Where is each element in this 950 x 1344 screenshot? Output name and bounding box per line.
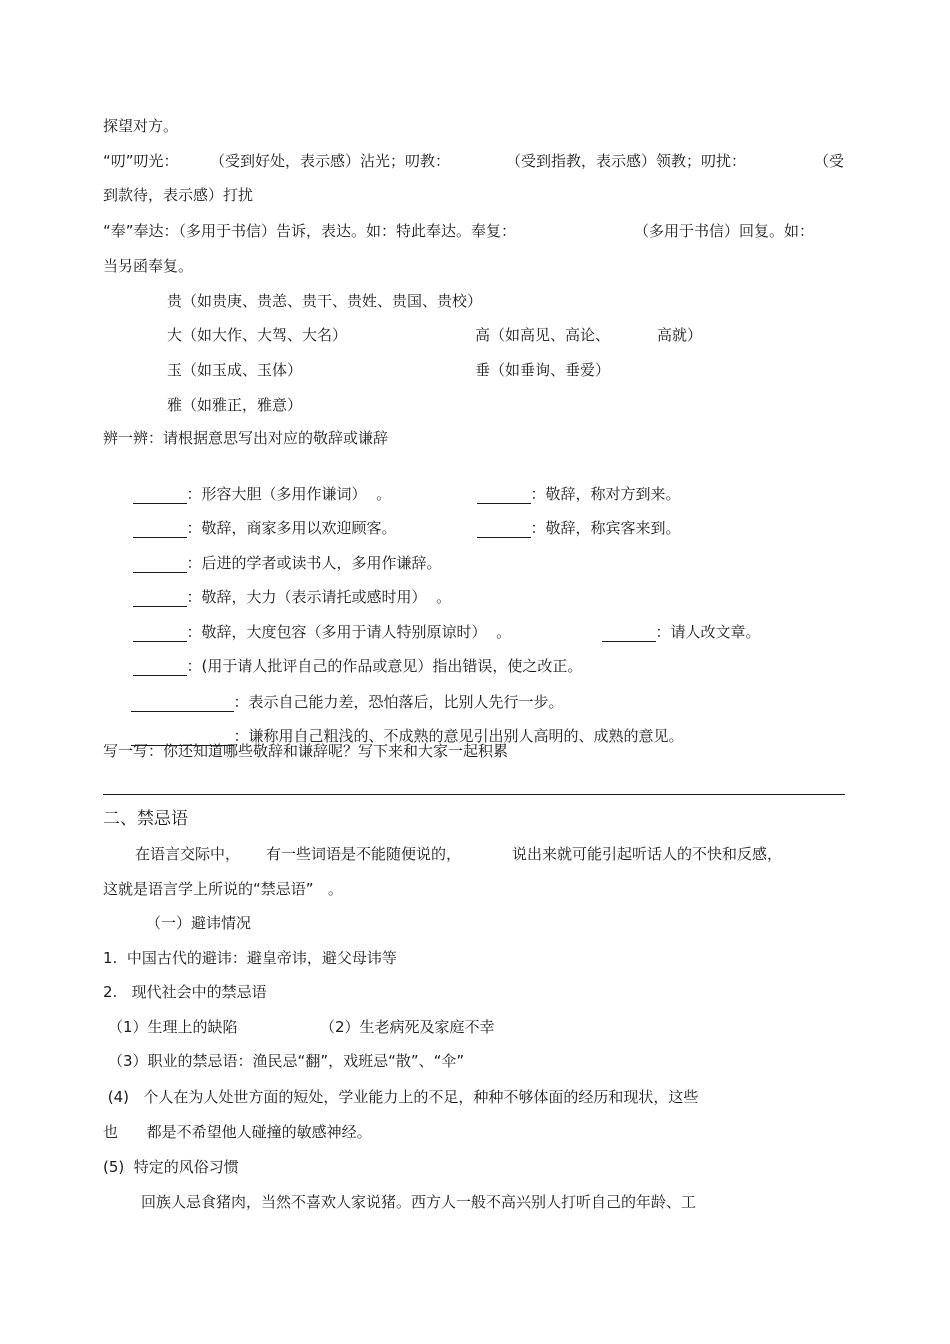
text-line: 有一些词语是不能随便说的， (266, 845, 462, 863)
text-line: （受 (814, 152, 845, 170)
section-heading: 二、禁忌语 (103, 809, 188, 829)
quiz-item: ：敬辞，商家多用以欢迎顾客。 (123, 498, 397, 538)
list-item: （2）生老病死及家庭不幸 (320, 1018, 495, 1036)
quiz-item: ：请人改文章。 (592, 602, 761, 642)
list-item: (5) 特定的风俗习惯 (103, 1158, 239, 1176)
quiz-item: ：敬辞，大度包容（多用于请人特别原谅时） 。 (123, 602, 511, 642)
section-prompt: 写一写：你还知道哪些敬辞和谦辞呢？写下来和大家一起积累 (103, 742, 509, 760)
answer-blank[interactable] (602, 625, 656, 642)
quiz-item: ：谦称用自己粗浅的、不成熟的意见引出别人高明的、成熟的意见。 (121, 706, 684, 746)
list-item: 1. 中国古代的避讳：避皇帝讳，避父母讳等 (103, 949, 397, 967)
quiz-item: ：后进的学者或读书人，多用作谦辞。 (123, 533, 442, 573)
text-line: “奉”奉达：（多用于书信）告诉，表达。如：特此奉达。奉复： (103, 222, 517, 240)
quiz-item: ：敬辞，称对方到来。 (467, 464, 681, 504)
text-line: “叨”叨光： (103, 152, 179, 170)
text-line: 高就） (657, 326, 703, 344)
list-item: （3）职业的禁忌语：渔民忌“翻”，戏班忌“散”、“伞” (108, 1052, 465, 1070)
text-line: 当另函奉复。 (103, 257, 194, 275)
text-line: 贵（如贵庚、贵恙、贵干、贵姓、贵国、贵校） (167, 292, 483, 310)
subsection-heading: （一）避讳情况 (146, 914, 252, 932)
text-line: 大（如大作、大驾、大名） (167, 326, 348, 344)
text-line: （受到好处，表示感）沾光；叨教： (210, 152, 451, 170)
answer-blank[interactable] (477, 521, 531, 538)
text-line: （受到指教，表示感）领教；叨扰： (506, 152, 747, 170)
text-line: 这就是语言学上所说的“禁忌语” 。 (103, 880, 343, 898)
quiz-item: ：敬辞，大力（表示请托或感时用） 。 (123, 567, 451, 607)
list-item: 2. 现代社会中的禁忌语 (103, 983, 267, 1001)
writing-line[interactable] (103, 794, 845, 795)
text-line: 探望对方。 (103, 117, 179, 135)
text-line: 玉（如玉成、玉体） (167, 361, 303, 379)
quiz-item: ：(用于请人批评自己的作品或意见）指出错误，使之改正。 (123, 636, 582, 676)
quiz-item: ：表示自己能力差，恐怕落后，比别人先行一步。 (121, 672, 564, 712)
text-line: 也 都是不希望他人碰撞的敏感神经。 (103, 1123, 372, 1141)
text-line: 垂（如垂询、垂爱） (475, 361, 611, 379)
text-line: 说出来就可能引起听话人的不快和反感， (512, 845, 783, 863)
text-line: 高（如高见、高论、 (475, 326, 611, 344)
quiz-item: ：形容大胆（多用作谦词） 。 (123, 464, 391, 504)
quiz-item: ：敬辞，称宾客来到。 (467, 498, 681, 538)
section-prompt: 辨一辨：请根据意思写出对应的敬辞或谦辞 (103, 429, 389, 447)
text-line: 到款待，表示感）打扰 (103, 186, 254, 204)
text-line: 回族人忌食猪肉，当然不喜欢人家说猪。西方人一般不高兴别人打听自己的年龄、工 (141, 1193, 697, 1211)
text-line: 雅（如雅正，雅意） (167, 396, 303, 414)
list-item: (4) 个人在为人处世方面的短处，学业能力上的不足，种种不够体面的经历和现状，这些 (103, 1088, 699, 1106)
list-item: （1）生理上的缺陷 (108, 1018, 238, 1036)
text-line: （多用于书信）回复。如： (634, 222, 815, 240)
text-line: 在语言交际中， (135, 845, 241, 863)
